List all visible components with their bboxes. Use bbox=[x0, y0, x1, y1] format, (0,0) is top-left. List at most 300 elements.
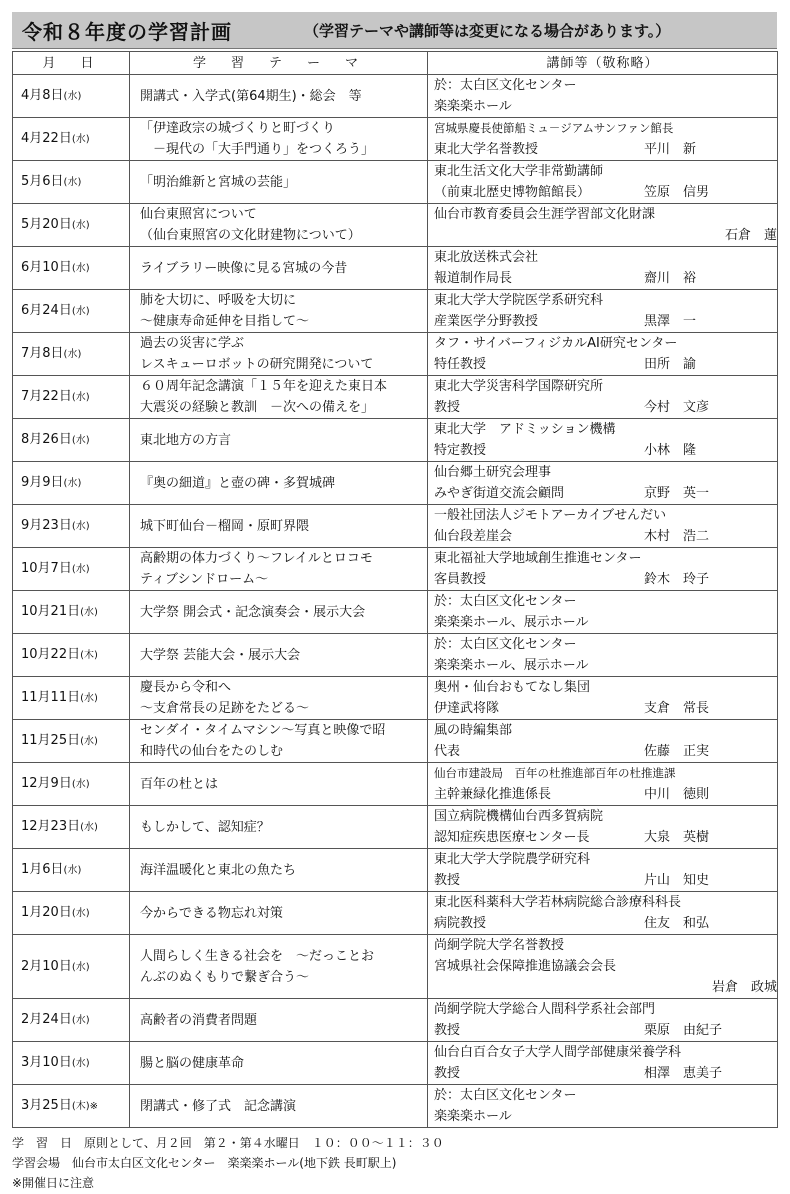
row-lecturer bbox=[428, 462, 778, 505]
lecturer-name: 栗原 由紀子 bbox=[644, 1023, 723, 1038]
lecturer-affiliation: 於：太白区文化センター bbox=[434, 594, 577, 609]
theme-line: 「明治維新と宮城の芸能」 bbox=[140, 174, 297, 190]
table-row bbox=[13, 1085, 778, 1128]
theme-line: 腸と脳の健康革命 bbox=[140, 1055, 245, 1071]
row-theme bbox=[130, 462, 428, 505]
schedule-rows bbox=[13, 75, 778, 1128]
lecturer-affiliation: 尚絅学院大学総合人間科学系社会部門 bbox=[434, 1002, 656, 1017]
header-date: 月 日 bbox=[13, 52, 130, 75]
lecturer-line bbox=[434, 956, 777, 977]
table-row bbox=[13, 806, 778, 849]
lecturer-line bbox=[434, 591, 777, 612]
lecturer-affiliation: 楽楽楽ホール、展示ホール bbox=[434, 615, 589, 630]
row-lecturer bbox=[428, 935, 778, 999]
lecturer-line bbox=[434, 290, 777, 311]
weekday-text: (水) bbox=[63, 349, 82, 360]
lecturer-line bbox=[434, 118, 777, 139]
row-lecturer bbox=[428, 849, 778, 892]
row-date bbox=[13, 161, 130, 204]
lecturer-line bbox=[434, 999, 777, 1020]
weekday-text: (水) bbox=[80, 693, 98, 704]
lecturer-line bbox=[434, 440, 777, 461]
theme-line: 『奥の細道』と壺の碑・多賀城碑 bbox=[140, 475, 336, 491]
row-date bbox=[13, 806, 130, 849]
lecturer-affiliation: 産業医学分野教授 bbox=[434, 314, 539, 329]
date-text: 5月6日 bbox=[21, 174, 64, 189]
lecturer-line bbox=[434, 397, 777, 418]
row-theme bbox=[130, 548, 428, 591]
lecturer-affiliation: 於：太白区文化センター bbox=[434, 1088, 577, 1103]
lecturer-name: 住友 和弘 bbox=[644, 916, 710, 931]
lecturer-line bbox=[434, 913, 777, 934]
row-theme bbox=[130, 935, 428, 999]
lecturer-line bbox=[434, 354, 777, 375]
table-row bbox=[13, 634, 778, 677]
date-text: 10月7日 bbox=[21, 561, 72, 576]
lecturer-line bbox=[434, 311, 777, 332]
theme-line: 人間らしく生きる社会を ～だっことお bbox=[140, 948, 375, 964]
lecturer-line bbox=[434, 1042, 777, 1063]
theme-line: （仙台東照宮の文化財建物について） bbox=[140, 228, 361, 243]
lecturer-affiliation: （前東北歴史博物館館長） bbox=[434, 185, 591, 200]
row-lecturer bbox=[428, 763, 778, 806]
date-text: 3月25日 bbox=[21, 1098, 72, 1113]
weekday-text: (水) bbox=[71, 134, 90, 145]
row-theme bbox=[130, 118, 428, 161]
theme-line: レスキューロボットの研究開発について bbox=[140, 357, 374, 372]
row-theme bbox=[130, 333, 428, 376]
lecturer-affiliation: 特定教授 bbox=[434, 443, 487, 458]
table-row bbox=[13, 204, 778, 247]
title-note: （学習テーマや講師等は変更になる場合があります。） bbox=[304, 22, 671, 40]
weekday-text: (水) bbox=[71, 263, 90, 274]
theme-line: 海洋温暖化と東北の魚たち bbox=[140, 862, 297, 878]
lecturer-affiliation bbox=[434, 977, 502, 998]
lecturer-line bbox=[434, 1020, 777, 1041]
theme-line: ～健康寿命延伸を目指して～ bbox=[140, 314, 310, 329]
lecturer-affiliation: 教授 bbox=[434, 1066, 461, 1081]
row-theme bbox=[130, 247, 428, 290]
lecturer-line bbox=[434, 655, 777, 676]
weekday-text: (水) bbox=[80, 822, 98, 833]
lecturer-affiliation: 仙台市教育委員会生涯学習部文化財課 bbox=[434, 207, 656, 222]
row-theme bbox=[130, 1042, 428, 1085]
lecturer-name: 黒澤 一 bbox=[644, 314, 697, 329]
lecturer-line bbox=[434, 870, 777, 891]
lecturer-line bbox=[434, 483, 777, 504]
table-row bbox=[13, 376, 778, 419]
table-row bbox=[13, 999, 778, 1042]
row-lecturer bbox=[428, 1042, 778, 1085]
row-date bbox=[13, 720, 130, 763]
weekday-text: (木) bbox=[80, 650, 98, 661]
theme-line: もしかして、認知症？ bbox=[140, 819, 270, 835]
lecturer-line bbox=[434, 827, 777, 848]
lecturer-line bbox=[434, 75, 777, 96]
lecturer-line bbox=[434, 677, 777, 698]
theme-line: 大学祭 開会式・記念演奏会・展示大会 bbox=[140, 604, 366, 620]
lecturer-line bbox=[434, 977, 777, 998]
row-theme bbox=[130, 290, 428, 333]
row-theme bbox=[130, 806, 428, 849]
row-theme bbox=[130, 1085, 428, 1128]
date-text: 12月9日 bbox=[21, 776, 72, 791]
table-row bbox=[13, 763, 778, 806]
theme-line: 慶長から令和へ bbox=[140, 680, 232, 695]
lecturer-name: 齋川 裕 bbox=[644, 271, 697, 286]
lecturer-line bbox=[434, 612, 777, 633]
lecturer-name: 笠原 信男 bbox=[644, 185, 710, 200]
weekday-text: (水) bbox=[63, 865, 82, 876]
row-date bbox=[13, 548, 130, 591]
row-lecturer bbox=[428, 634, 778, 677]
theme-line: 和時代の仙台をたのしむ bbox=[140, 744, 284, 759]
row-lecturer bbox=[428, 333, 778, 376]
lecturer-name: 中川 徳則 bbox=[644, 787, 710, 802]
table-row bbox=[13, 118, 778, 161]
row-date bbox=[13, 376, 130, 419]
row-theme bbox=[130, 75, 428, 118]
lecturer-affiliation: 楽楽楽ホール、展示ホール bbox=[434, 658, 589, 673]
footer-notes bbox=[12, 1133, 444, 1193]
lecturer-line bbox=[434, 1063, 777, 1084]
lecturer-affiliation: 特任教授 bbox=[434, 357, 487, 372]
lecturer-line bbox=[434, 268, 777, 289]
lecturer-line bbox=[434, 96, 777, 117]
date-text: 1月20日 bbox=[21, 905, 72, 920]
table-row bbox=[13, 462, 778, 505]
row-lecturer bbox=[428, 999, 778, 1042]
table-row bbox=[13, 935, 778, 999]
table-row bbox=[13, 419, 778, 462]
lecturer-affiliation: 仙台郷土研究会理事 bbox=[434, 465, 552, 480]
theme-line: 肺を大切に、呼吸を大切に bbox=[140, 293, 297, 308]
lecturer-name: 相澤 恵美子 bbox=[644, 1066, 723, 1081]
table-row bbox=[13, 161, 778, 204]
weekday-text: (水) bbox=[71, 392, 90, 403]
date-text: 1月6日 bbox=[21, 862, 64, 877]
weekday-text: (水) bbox=[63, 91, 82, 102]
schedule-table bbox=[12, 51, 778, 1128]
lecturer-affiliation: 東北大学 アドミッション機構 bbox=[434, 422, 616, 437]
lecturer-affiliation: 伊達武将隊 bbox=[434, 701, 500, 716]
weekday-text: (水) bbox=[63, 478, 82, 489]
lecturer-line bbox=[434, 720, 777, 741]
lecturer-affiliation: みやぎ街道交流会顧問 bbox=[434, 486, 565, 501]
weekday-text: (水) bbox=[80, 607, 98, 618]
date-text: 4月8日 bbox=[21, 88, 64, 103]
lecturer-name: 支倉 常長 bbox=[644, 701, 710, 716]
theme-line: 高齢期の体力づくり～フレイルとロコモ bbox=[140, 551, 373, 566]
theme-line: 今からできる物忘れ対策 bbox=[140, 905, 283, 921]
lecturer-line bbox=[434, 634, 777, 655]
lecturer-name: 岩倉 政城 bbox=[711, 980, 777, 995]
weekday-text: (水) bbox=[71, 908, 90, 919]
row-date bbox=[13, 462, 130, 505]
row-lecturer bbox=[428, 419, 778, 462]
lecturer-affiliation: 於：太白区文化センター bbox=[434, 637, 577, 652]
lecturer-affiliation: 東北大学大学院農学研究科 bbox=[434, 852, 591, 867]
theme-line: ６０周年記念講演「１５年を迎えた東日本 bbox=[140, 379, 388, 394]
row-date bbox=[13, 634, 130, 677]
row-date bbox=[13, 763, 130, 806]
lecturer-line bbox=[434, 505, 777, 526]
date-text: 7月22日 bbox=[21, 389, 72, 404]
lecturer-line bbox=[434, 569, 777, 590]
lecturer-name: 今村 文彦 bbox=[644, 400, 710, 415]
lecturer-affiliation: 主幹兼緑化推進係長 bbox=[434, 787, 552, 802]
lecturer-affiliation: 東北大学大学院医学系研究科 bbox=[434, 293, 604, 308]
row-lecturer bbox=[428, 677, 778, 720]
row-date bbox=[13, 999, 130, 1042]
lecturer-line bbox=[434, 1085, 777, 1106]
theme-line: 高齢者の消費者問題 bbox=[140, 1012, 258, 1028]
theme-line: センダイ・タイムマシン～写真と映像で昭 bbox=[140, 723, 386, 738]
row-theme bbox=[130, 849, 428, 892]
row-date bbox=[13, 677, 130, 720]
row-date bbox=[13, 333, 130, 376]
lecturer-affiliation: 教授 bbox=[434, 400, 461, 415]
lecturer-name: 京野 英一 bbox=[644, 486, 710, 501]
lecturer-line bbox=[434, 526, 777, 547]
table-header-row bbox=[13, 52, 778, 75]
theme-line: 城下町仙台－榴岡・原町界隈 bbox=[140, 518, 310, 534]
date-text: 4月22日 bbox=[21, 131, 72, 146]
row-theme bbox=[130, 999, 428, 1042]
lecturer-affiliation: 客員教授 bbox=[434, 572, 487, 587]
lecturer-line bbox=[434, 225, 777, 246]
lecturer-line bbox=[434, 935, 777, 956]
lecturer-affiliation: 認知症疾患医療センター長 bbox=[434, 830, 590, 845]
row-date bbox=[13, 849, 130, 892]
header-lecturer: 講師等（敬称略） bbox=[428, 52, 778, 75]
lecturer-line bbox=[434, 139, 777, 160]
row-lecturer bbox=[428, 806, 778, 849]
lecturer-name: 平川 新 bbox=[644, 142, 697, 157]
table-row bbox=[13, 505, 778, 548]
lecturer-line bbox=[434, 376, 777, 397]
date-text: 2月24日 bbox=[21, 1012, 72, 1027]
table-row bbox=[13, 677, 778, 720]
lecturer-affiliation: 一般社団法人ジモトアーカイブせんだい bbox=[434, 508, 667, 523]
lecturer-affiliation: 宮城県慶長使節船ミュ－ジアムサンファン館長 bbox=[434, 121, 674, 135]
lecturer-line bbox=[434, 784, 777, 805]
weekday-text: (水) bbox=[71, 1058, 90, 1069]
lecturer-line bbox=[434, 892, 777, 913]
table-row bbox=[13, 247, 778, 290]
row-date bbox=[13, 892, 130, 935]
theme-line: ライブラリー映像に見る宮城の今昔 bbox=[140, 260, 348, 276]
date-text: 8月26日 bbox=[21, 432, 72, 447]
theme-line: －現代の「大手門通り」をつくろう」 bbox=[140, 142, 375, 157]
lecturer-line bbox=[434, 333, 777, 354]
row-date bbox=[13, 935, 130, 999]
title-bar bbox=[12, 12, 777, 49]
row-date bbox=[13, 247, 130, 290]
lecturer-affiliation: 東北福祉大学地域創生推進センター bbox=[434, 551, 642, 566]
lecturer-name: 石倉 蓮 bbox=[724, 228, 777, 243]
theme-line: 閉講式・修了式 記念講演 bbox=[140, 1098, 297, 1114]
theme-line: 東北地方の方言 bbox=[140, 432, 232, 448]
lecturer-line bbox=[434, 1106, 777, 1127]
weekday-text: (水) bbox=[71, 306, 90, 317]
row-theme bbox=[130, 419, 428, 462]
lecturer-line bbox=[434, 763, 777, 784]
footer-venue: 学習会場 仙台市太白区文化センター 楽楽楽ホール(地下鉄 長町駅上) bbox=[12, 1156, 397, 1170]
lecturer-line bbox=[434, 806, 777, 827]
lecturer-affiliation: 仙台段差崖会 bbox=[434, 529, 513, 544]
theme-line: 過去の災害に学ぶ bbox=[140, 336, 245, 351]
lecturer-affiliation: 仙台白百合女子大学人間学部健康栄養学科 bbox=[434, 1045, 682, 1060]
lecturer-affiliation: 東北大学災害科学国際研究所 bbox=[434, 379, 604, 394]
row-lecturer bbox=[428, 1085, 778, 1128]
lecturer-affiliation: 教授 bbox=[434, 1023, 461, 1038]
row-lecturer bbox=[428, 247, 778, 290]
weekday-text: (水) bbox=[80, 736, 98, 747]
theme-line: ティブシンドローム～ bbox=[140, 572, 269, 587]
lecturer-affiliation: 風の時編集部 bbox=[434, 723, 513, 738]
lecturer-name: 田所 諭 bbox=[644, 357, 697, 372]
date-text: 6月10日 bbox=[21, 260, 72, 275]
lecturer-affiliation: 東北大学名誉教授 bbox=[434, 142, 539, 157]
lecturer-line bbox=[434, 419, 777, 440]
table-row bbox=[13, 591, 778, 634]
lecturer-affiliation: 楽楽楽ホール bbox=[434, 1109, 512, 1124]
lecturer-name: 鈴木 玲子 bbox=[644, 572, 710, 587]
row-lecturer bbox=[428, 290, 778, 333]
row-theme bbox=[130, 720, 428, 763]
theme-line: 百年の杜とは bbox=[140, 776, 219, 792]
date-text: 10月22日 bbox=[21, 647, 81, 662]
row-lecturer bbox=[428, 118, 778, 161]
lecturer-affiliation: 代表 bbox=[434, 744, 461, 759]
row-date bbox=[13, 118, 130, 161]
date-text: 5月20日 bbox=[21, 217, 72, 232]
theme-line: んぶのぬくもりで繋ぎ合う～ bbox=[140, 969, 310, 985]
weekday-text: (水) bbox=[71, 779, 90, 790]
date-text: 3月10日 bbox=[21, 1055, 72, 1070]
weekday-text: (水) bbox=[71, 435, 90, 446]
theme-line: 仙台東照宮について bbox=[140, 207, 257, 222]
theme-line: 大学祭 芸能大会・展示大会 bbox=[140, 647, 301, 663]
row-date bbox=[13, 505, 130, 548]
footer-schedule: 学 習 日 原則として、月２回 第２・第４水曜日 １０：００～１１：３０ bbox=[12, 1136, 444, 1150]
theme-line: 開講式・入学式(第64期生)・総会 等 bbox=[140, 88, 362, 104]
lecturer-affiliation: 於：太白区文化センター bbox=[434, 78, 577, 93]
theme-line: ～支倉常長の足跡をたどる～ bbox=[140, 701, 310, 716]
lecturer-affiliation: 仙台市建設局 百年の杜推進部百年の杜推進課 bbox=[434, 766, 676, 780]
theme-line: 「伊達政宗の城づくりと町づくり bbox=[140, 121, 336, 136]
row-date bbox=[13, 290, 130, 333]
lecturer-affiliation: 奥州・仙台おもてなし集団 bbox=[434, 680, 591, 695]
weekday-text: (水) bbox=[71, 961, 90, 973]
row-theme bbox=[130, 677, 428, 720]
lecturer-line bbox=[434, 462, 777, 483]
footer-note: ※開催日に注意 bbox=[12, 1176, 95, 1190]
lecturer-affiliation: 教授 bbox=[434, 873, 461, 888]
header-theme: 学 習 テ ー マ bbox=[130, 52, 428, 75]
lecturer-name: 小林 隆 bbox=[644, 443, 697, 458]
lecturer-line bbox=[434, 204, 777, 225]
lecturer-affiliation: 国立病院機構仙台西多賀病院 bbox=[434, 809, 604, 824]
lecturer-line bbox=[434, 548, 777, 569]
row-lecturer bbox=[428, 591, 778, 634]
weekday-text: (水) bbox=[71, 1015, 90, 1026]
table-row bbox=[13, 333, 778, 376]
lecturer-name: 木村 浩二 bbox=[644, 529, 710, 544]
row-lecturer bbox=[428, 204, 778, 247]
row-date bbox=[13, 75, 130, 118]
lecturer-name: 片山 知史 bbox=[644, 873, 710, 888]
date-text: 11月25日 bbox=[21, 733, 81, 748]
row-lecturer bbox=[428, 376, 778, 419]
lecturer-affiliation bbox=[434, 225, 515, 246]
row-date bbox=[13, 1085, 130, 1128]
lecturer-affiliation: 尚絅学院大学名誉教授 bbox=[434, 938, 565, 953]
weekday-text: (木)※ bbox=[71, 1101, 99, 1112]
theme-line: 大震災の経験と教訓 －次への備えを」 bbox=[140, 400, 375, 415]
lecturer-affiliation: 宮城県社会保障推進協議会会長 bbox=[434, 959, 617, 974]
date-text: 2月10日 bbox=[21, 958, 72, 974]
row-theme bbox=[130, 204, 428, 247]
row-lecturer bbox=[428, 720, 778, 763]
row-theme bbox=[130, 763, 428, 806]
page-title: 令和８年度の学習計画 bbox=[22, 20, 232, 44]
table-row bbox=[13, 1042, 778, 1085]
lecturer-affiliation: 病院教授 bbox=[434, 916, 487, 931]
table-row bbox=[13, 290, 778, 333]
weekday-text: (水) bbox=[71, 564, 90, 575]
lecturer-line bbox=[434, 849, 777, 870]
date-text: 6月24日 bbox=[21, 303, 72, 318]
row-theme bbox=[130, 591, 428, 634]
row-lecturer bbox=[428, 892, 778, 935]
date-text: 7月8日 bbox=[21, 346, 64, 361]
lecturer-affiliation: 東北放送株式会社 bbox=[434, 250, 539, 265]
lecturer-affiliation: 報道制作局長 bbox=[434, 271, 513, 286]
lecturer-affiliation: 東北医科薬科大学若林病院総合診療科科長 bbox=[434, 895, 682, 910]
row-theme bbox=[130, 376, 428, 419]
row-theme bbox=[130, 892, 428, 935]
row-lecturer bbox=[428, 75, 778, 118]
row-theme bbox=[130, 634, 428, 677]
weekday-text: (水) bbox=[71, 220, 90, 231]
lecturer-line bbox=[434, 182, 777, 203]
row-lecturer bbox=[428, 505, 778, 548]
date-text: 9月23日 bbox=[21, 518, 72, 533]
weekday-text: (水) bbox=[63, 177, 82, 188]
weekday-text: (水) bbox=[71, 521, 90, 532]
date-text: 12月23日 bbox=[21, 819, 81, 834]
table-row bbox=[13, 849, 778, 892]
lecturer-line bbox=[434, 161, 777, 182]
lecturer-affiliation: 楽楽楽ホール bbox=[434, 99, 512, 114]
row-theme bbox=[130, 161, 428, 204]
date-text: 11月11日 bbox=[21, 690, 81, 705]
lecturer-line bbox=[434, 741, 777, 762]
lecturer-line bbox=[434, 247, 777, 268]
lecturer-name: 佐藤 正実 bbox=[644, 744, 710, 759]
lecturer-line bbox=[434, 698, 777, 719]
table-row bbox=[13, 75, 778, 118]
row-date bbox=[13, 204, 130, 247]
row-date bbox=[13, 419, 130, 462]
lecturer-affiliation: タフ・サイバーフィジカルAI研究センター bbox=[434, 336, 678, 351]
table-row bbox=[13, 720, 778, 763]
lecturer-affiliation: 東北生活文化大学非常勤講師 bbox=[434, 164, 604, 179]
row-theme bbox=[130, 505, 428, 548]
lecturer-name: 大泉 英樹 bbox=[644, 830, 710, 845]
